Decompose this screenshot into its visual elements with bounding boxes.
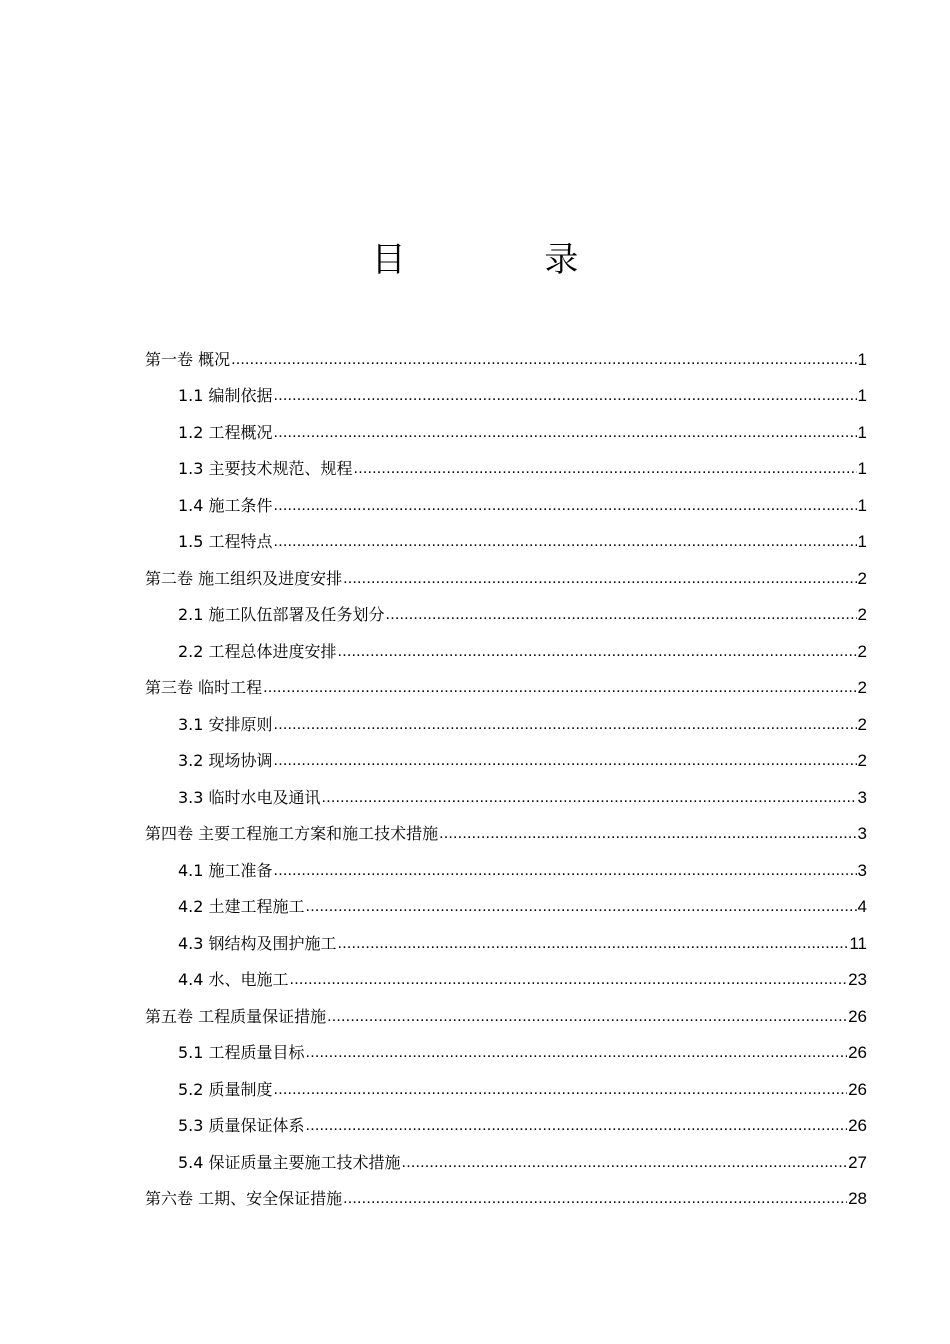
toc-entry-label: 第四卷 主要工程施工方案和施工技术措施 xyxy=(145,824,439,843)
toc-entry-page: 2 xyxy=(857,641,867,661)
toc-dot-leader xyxy=(274,386,857,406)
toc-entry-label: 第五卷 工程质量保证措施 xyxy=(145,1006,327,1026)
toc-entry[interactable] xyxy=(145,443,867,480)
toc-entry[interactable] xyxy=(145,589,867,626)
toc-entry-label: 1.2 工程概况 xyxy=(178,422,273,442)
toc-entry-page: 1 xyxy=(857,495,867,515)
toc-entry-label: 第三卷 临时工程 xyxy=(145,678,263,697)
toc-entry-page: 2 xyxy=(857,751,867,770)
toc-dot-leader xyxy=(306,1116,848,1136)
toc-dot-leader xyxy=(386,605,857,625)
toc-dot-leader xyxy=(338,642,857,662)
toc-entry-page: 2 xyxy=(857,714,867,734)
toc-entry-label: 第一卷 概况 xyxy=(145,349,231,369)
toc-entry-label: 第六卷 工期、安全保证措施 xyxy=(145,1189,343,1208)
toc-entry-label: 3.2 现场协调 xyxy=(178,751,273,770)
toc-entry[interactable] xyxy=(145,1027,867,1064)
toc-entry[interactable] xyxy=(145,954,867,991)
toc-dot-leader xyxy=(343,569,856,589)
toc-entry-label: 4.2 土建工程施工 xyxy=(178,897,305,916)
toc-entry-page: 23 xyxy=(848,970,867,989)
toc-entry-page: 11 xyxy=(849,933,867,953)
toc-entry-label: 4.3 钢结构及围护施工 xyxy=(178,933,337,953)
toc-entry[interactable] xyxy=(145,808,867,845)
toc-entry-page: 26 xyxy=(848,1116,867,1135)
toc-entry[interactable] xyxy=(145,479,867,516)
toc-entry[interactable] xyxy=(145,516,867,553)
toc-entry[interactable] xyxy=(145,552,867,589)
toc-dot-leader xyxy=(327,1007,847,1027)
toc-entry-label: 5.3 质量保证体系 xyxy=(178,1116,305,1135)
toc-entry-label: 3.3 临时水电及通讯 xyxy=(178,787,321,807)
toc-entry-page: 1 xyxy=(857,459,867,478)
toc-entry-page: 1 xyxy=(857,349,867,369)
table-of-contents xyxy=(145,333,867,1209)
toc-dot-leader xyxy=(274,496,857,516)
toc-entry-page: 26 xyxy=(848,1043,867,1062)
toc-entry-label: 2.2 工程总体进度安排 xyxy=(178,641,337,661)
toc-dot-leader xyxy=(306,1043,848,1063)
toc-entry-page: 4 xyxy=(857,897,867,916)
toc-entry[interactable] xyxy=(145,406,867,443)
toc-entry-page: 27 xyxy=(848,1152,867,1172)
toc-entry-page: 1 xyxy=(857,532,867,551)
toc-entry-page: 2 xyxy=(857,568,867,588)
toc-entry-page: 3 xyxy=(857,824,867,843)
toc-entry-page: 3 xyxy=(857,860,867,880)
toc-dot-leader xyxy=(322,788,857,808)
toc-entry-label: 5.4 保证质量主要施工技术措施 xyxy=(178,1152,401,1172)
toc-entry-page: 3 xyxy=(857,787,867,807)
toc-entry[interactable] xyxy=(145,771,867,808)
toc-entry-label: 5.2 质量制度 xyxy=(178,1079,273,1099)
toc-entry-label: 1.5 工程特点 xyxy=(178,532,273,551)
toc-dot-leader xyxy=(274,715,857,735)
toc-entry[interactable] xyxy=(145,990,867,1027)
toc-dot-leader xyxy=(274,751,857,771)
toc-entry-page: 1 xyxy=(857,386,867,405)
toc-dot-leader xyxy=(343,1189,847,1209)
toc-entry-label: 4.4 水、电施工 xyxy=(178,970,289,989)
toc-entry[interactable] xyxy=(145,881,867,918)
toc-entry[interactable] xyxy=(145,735,867,772)
toc-entry-page: 2 xyxy=(857,605,867,624)
toc-entry-page: 2 xyxy=(857,678,867,697)
toc-dot-leader xyxy=(354,459,857,479)
toc-dot-leader xyxy=(290,970,848,990)
toc-entry[interactable] xyxy=(145,370,867,407)
toc-dot-leader xyxy=(274,532,857,552)
page-title: 目 录 xyxy=(371,240,643,280)
toc-entry-label: 4.1 施工准备 xyxy=(178,860,273,880)
toc-entry[interactable] xyxy=(145,917,867,954)
toc-entry-page: 28 xyxy=(848,1189,867,1208)
toc-dot-leader xyxy=(439,824,856,844)
toc-entry-label: 5.1 工程质量目标 xyxy=(178,1043,305,1062)
toc-entry-page: 1 xyxy=(857,422,867,442)
toc-entry[interactable] xyxy=(145,662,867,699)
toc-entry-label: 1.3 主要技术规范、规程 xyxy=(178,459,353,478)
toc-entry-label: 3.1 安排原则 xyxy=(178,714,273,734)
toc-dot-leader xyxy=(338,934,849,954)
toc-dot-leader xyxy=(274,861,857,881)
toc-dot-leader xyxy=(274,423,857,443)
toc-entry-label: 1.1 编制依据 xyxy=(178,386,273,405)
toc-dot-leader xyxy=(402,1153,848,1173)
toc-entry[interactable] xyxy=(145,1063,867,1100)
toc-dot-leader xyxy=(306,897,857,917)
toc-entry-label: 2.1 施工队伍部署及任务划分 xyxy=(178,605,385,624)
toc-entry-label: 1.4 施工条件 xyxy=(178,495,273,515)
toc-entry[interactable] xyxy=(145,625,867,662)
toc-dot-leader xyxy=(274,1080,848,1100)
toc-entry[interactable] xyxy=(145,1100,867,1137)
toc-entry-page: 26 xyxy=(848,1079,867,1099)
toc-entry[interactable] xyxy=(145,1173,867,1210)
toc-entry-label: 第二卷 施工组织及进度安排 xyxy=(145,568,343,588)
toc-entry[interactable] xyxy=(145,1136,867,1173)
toc-entry-page: 26 xyxy=(848,1006,867,1026)
toc-entry[interactable] xyxy=(145,698,867,735)
toc-dot-leader xyxy=(263,678,856,698)
toc-entry[interactable] xyxy=(145,333,867,370)
toc-dot-leader xyxy=(231,350,856,370)
toc-entry[interactable] xyxy=(145,844,867,881)
